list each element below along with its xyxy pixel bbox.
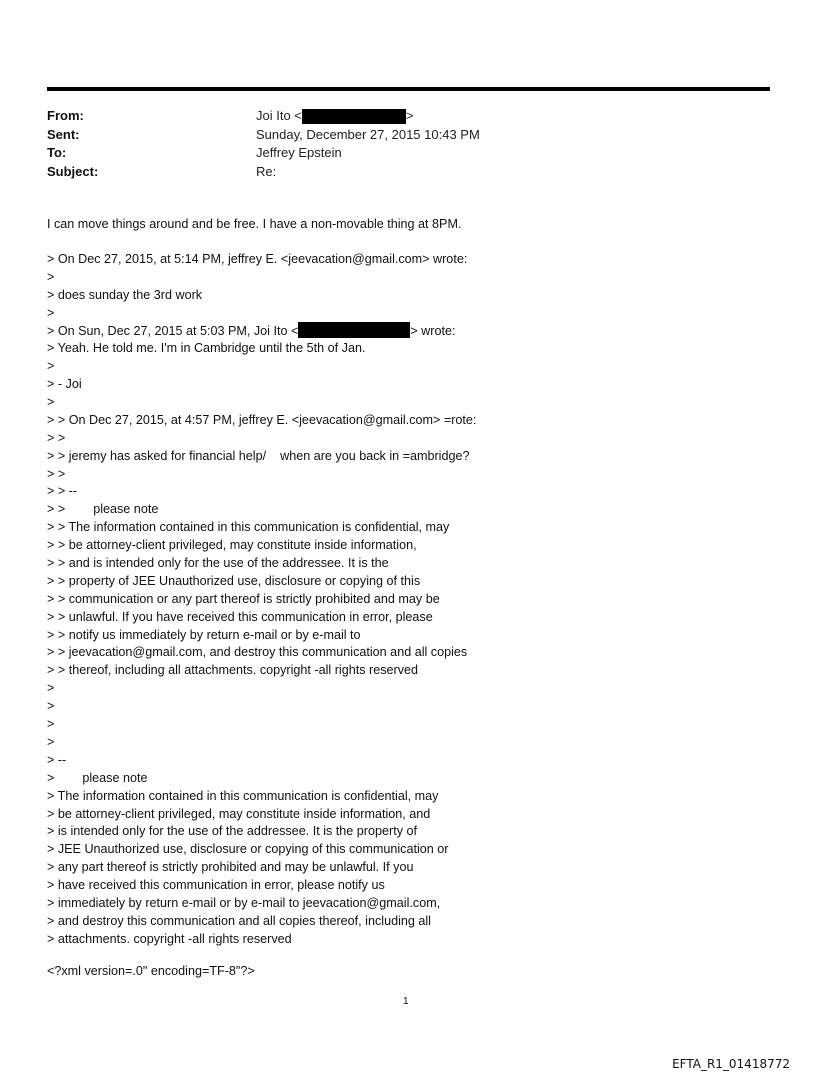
redaction-box xyxy=(298,322,410,338)
quote-line: > xyxy=(47,699,55,714)
quote-line: > > On Dec 27, 2015, at 4:57 PM, jeffrey E. <jeevacation@gmail.com> =rote: xyxy=(47,412,477,427)
quote-line: > > property of JEE Unauthorized use, disclosure or copying of this xyxy=(47,573,421,588)
bates-number: EFTA_R1_01418772 xyxy=(672,1057,790,1071)
quote-line: > any part thereof is strictly prohibited and may be unlawful. If you xyxy=(47,860,414,875)
quote-line: > > thereof, including all attachments. copyright -all rights reserved xyxy=(47,663,419,678)
quote-line: > - Joi xyxy=(47,377,82,392)
quote-line: > immediately by return e-mail or by e-mail to jeevacation@gmail.com, xyxy=(47,895,441,910)
quote-line: > Yeah. He told me. I'm in Cambridge until the 5th of Jan. xyxy=(47,341,366,356)
quote-line: > have received this communication in error, please notify us xyxy=(47,878,385,893)
quote-line: > > xyxy=(47,466,66,481)
quote-text: > On Sun, Dec 27, 2015 at 5:03 PM, Joi Ito < xyxy=(47,324,299,339)
quote-line: > > unlawful. If you have received this communication in error, please xyxy=(47,609,433,624)
quote-line: > > and is intended only for the use of the addressee. It is the xyxy=(47,556,389,571)
subject-label: Subject: xyxy=(47,163,99,179)
quote-line: > does sunday the 3rd work xyxy=(47,287,203,302)
quote-line: > > jeremy has asked for financial help/ when are you back in =ambridge? xyxy=(47,448,470,463)
quote-line: > xyxy=(47,395,55,410)
quote-line: > xyxy=(47,359,55,374)
quote-line: > > jeevacation@gmail.com, and destroy this communication and all copies xyxy=(47,645,468,660)
quote-line: > > xyxy=(47,430,66,445)
from-name: Joi Ito < xyxy=(256,108,302,123)
subject-value: Re: xyxy=(256,163,277,179)
redaction-box xyxy=(302,109,406,124)
quote-text: > wrote: xyxy=(410,324,456,339)
quote-line: > -- xyxy=(47,752,67,767)
quoted-thread xyxy=(47,340,787,948)
quote-line: > > notify us immediately by return e-mail or by e-mail to xyxy=(47,627,361,642)
quote-line: > xyxy=(47,269,55,284)
quote-line: > be attorney-client privileged, may constitute inside information, and xyxy=(47,806,431,821)
from-value xyxy=(256,107,413,126)
quote-line-redacted xyxy=(47,322,787,340)
quote-line: > On Dec 27, 2015, at 5:14 PM, jeffrey E. <jeevacation@gmail.com> wrote: xyxy=(47,251,468,266)
to-row xyxy=(47,144,480,163)
from-row xyxy=(47,107,480,126)
quote-line: > > be attorney-client privileged, may constitute inside information, xyxy=(47,538,417,553)
sent-value: Sunday, December 27, 2015 10:43 PM xyxy=(256,126,480,142)
email-body xyxy=(47,216,787,981)
xml-line: <?xml version=.0" encoding=TF-8"?> xyxy=(47,963,255,978)
quote-line: > and destroy this communication and all copies thereof, including all xyxy=(47,913,431,928)
to-value: Jeffrey Epstein xyxy=(256,145,342,160)
quote-line: > xyxy=(47,305,55,320)
quote-line: > xyxy=(47,734,55,749)
quote-line: > is intended only for the use of the addressee. It is the property of xyxy=(47,824,417,839)
sent-row xyxy=(47,126,480,145)
quote-line: > please note xyxy=(47,770,148,785)
subject-row xyxy=(47,163,480,182)
quote-line: > The information contained in this communication is confidential, may xyxy=(47,788,439,803)
quote-line: > xyxy=(47,681,55,696)
quote-line: > > please note xyxy=(47,502,159,517)
sent-label: Sent: xyxy=(47,126,80,142)
quote-line: > xyxy=(47,717,55,732)
quote-line: > > -- xyxy=(47,484,78,499)
intro-line: I can move things around and be free. I have a non-movable thing at 8PM. xyxy=(47,217,462,231)
header-rule xyxy=(47,87,770,91)
quote-line: > attachments. copyright -all rights reserved xyxy=(47,931,292,946)
from-close: > xyxy=(405,108,414,123)
email-header xyxy=(47,107,480,181)
page-number: 1 xyxy=(403,996,409,1007)
from-label: From: xyxy=(47,108,84,123)
quote-line: > > The information contained in this communication is confidential, may xyxy=(47,520,450,535)
to-label: To: xyxy=(47,145,67,160)
quote-line: > > communication or any part thereof is strictly prohibited and may be xyxy=(47,591,440,606)
quote-line: > JEE Unauthorized use, disclosure or copying of this communication or xyxy=(47,842,449,857)
